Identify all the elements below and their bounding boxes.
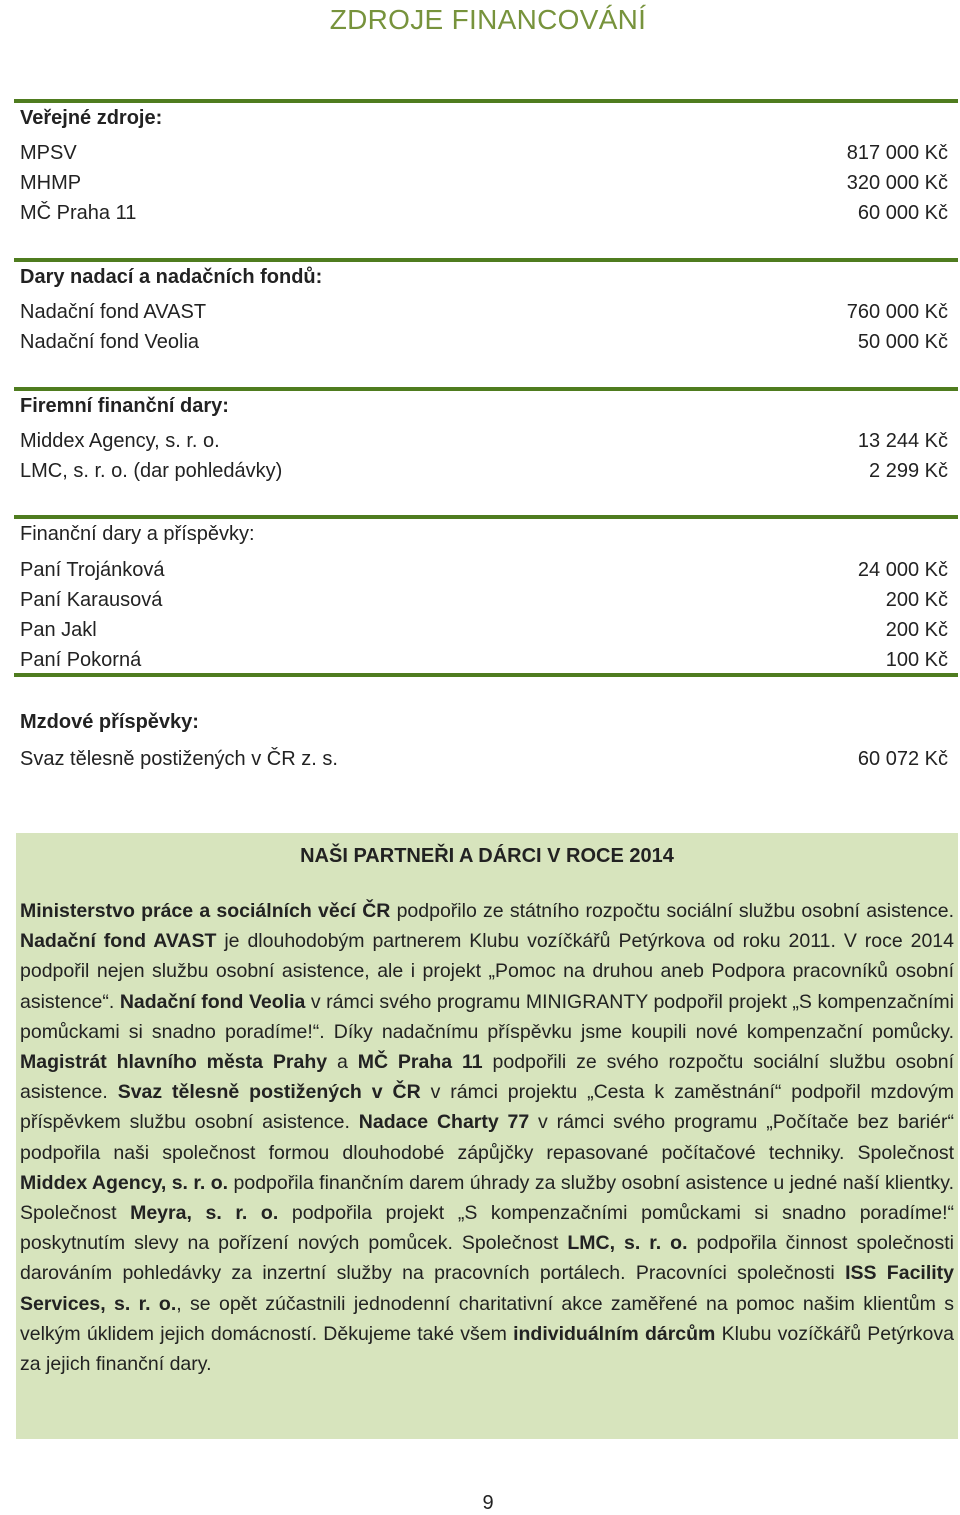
- partner-text: a: [327, 1051, 358, 1074]
- partner-name: individuálním dárcům: [513, 1322, 716, 1345]
- list-item: [20, 744, 948, 774]
- partner-name: Middex Agency, s. r. o.: [20, 1171, 229, 1194]
- partner-text: podpořila finančním darem úhrady za služby osobní asistence u jedné naší klientky. Společnost: [20, 1171, 954, 1225]
- partner-text: v rámci svého programu MINIGRANTY podpořil projekt „S kompenzačními pomůckami si snadno poradíme!“. Díky nadačnímu příspěvku jsme koupili nové kompenzační pomůcky.: [20, 990, 955, 1043]
- item-name: Paní Pokorná: [20, 649, 142, 671]
- partner-text: podpořili ze svého rozpočtu sociální službu osobní asistence.: [20, 1051, 954, 1104]
- partners-box: [16, 833, 958, 1439]
- list-item: [20, 297, 948, 327]
- section-public-sources: [14, 99, 958, 233]
- item-amount: 320 000 Kč: [846, 172, 948, 194]
- partners-title: NAŠI PARTNEŘI A DÁRCI V ROCE 2014: [300, 845, 674, 867]
- section-heading: Firemní finanční dary:: [20, 395, 229, 417]
- item-name: MPSV: [20, 142, 77, 164]
- page-title: ZDROJE FINANCOVÁNÍ: [329, 4, 647, 35]
- list-item: [20, 327, 948, 357]
- item-amount: 2 299 Kč: [869, 460, 948, 482]
- partner-text: podpořila činnost společnosti darováním pohledávky za inzertní služby na pracovních portálech. Pracovníci společnosti: [20, 1232, 955, 1285]
- section-corporate-donations: [14, 387, 958, 491]
- section-heading: Dary nadací a nadačních fondů:: [20, 266, 323, 288]
- partner-text: je dlouhodobým partnerem Klubu vozíčkářů Petýrkova od roku 2011. V roce 2014 podpořil nejen službu osobní asistence, ale i projekt „Pomoc na druhou aneb Podpora pracovníků osobní asistence“.: [20, 930, 954, 1013]
- item-amount: 760 000 Kč: [846, 301, 948, 323]
- item-amount: 60 072 Kč: [857, 748, 948, 770]
- partner-name: Nadace Charty 77: [358, 1111, 530, 1134]
- list-item: [20, 585, 948, 615]
- partner-text: , se opět zúčastnili jednodenní charitativní akce zaměřené na pomoc našim klientům s velkým úklidem jejich domácností. Děkujeme také všem: [20, 1292, 954, 1345]
- partner-name: Nadační fond Veolia: [119, 990, 306, 1013]
- list-item: [20, 426, 948, 456]
- item-name: Paní Trojánková: [20, 559, 165, 581]
- page-number: 9: [482, 1492, 494, 1514]
- item-amount: 817 000 Kč: [846, 142, 948, 164]
- item-name: LMC, s. r. o. (dar pohledávky): [20, 460, 283, 482]
- partner-text: v rámci projektu „Cesta k zaměstnání“ podpořil mzdovým příspěvkem službu osobní asistence.: [20, 1081, 954, 1134]
- item-name: MČ Praha 11: [20, 202, 137, 224]
- section-wage-contributions: [14, 673, 958, 777]
- section-heading: Veřejné zdroje:: [20, 107, 163, 129]
- list-item: [20, 198, 948, 228]
- item-amount: 200 Kč: [885, 619, 948, 641]
- partner-name: Nadační fond AVAST: [20, 930, 217, 953]
- list-item: [20, 645, 948, 675]
- item-amount: 13 244 Kč: [857, 430, 948, 452]
- item-amount: 200 Kč: [885, 589, 948, 611]
- partner-name: Magistrát hlavního města Prahy: [20, 1051, 328, 1074]
- item-name: Svaz tělesně postižených v ČR z. s.: [20, 748, 338, 770]
- partner-name: Svaz tělesně postižených v ČR: [117, 1081, 421, 1104]
- list-item: [20, 456, 948, 486]
- list-item: [20, 168, 948, 198]
- item-name: Middex Agency, s. r. o.: [20, 430, 220, 452]
- partners-paragraph: [20, 896, 954, 1379]
- section-individual-donations: [14, 515, 958, 679]
- partner-text: v rámci svého programu „Počítače bez bariér“ podpořila naši společnost formou dlouhodobé zápůjčky repasované počítačové techniky. Společnost: [20, 1111, 954, 1164]
- partner-text: Klubu vozíčkářů Petýrkova za jejich finanční dary.: [20, 1322, 954, 1376]
- section-foundations: [14, 258, 958, 362]
- partner-name: LMC, s. r. o.: [567, 1232, 688, 1255]
- item-name: Nadační fond AVAST: [20, 301, 207, 323]
- list-item: [20, 615, 948, 645]
- item-name: Paní Karausová: [20, 589, 163, 611]
- item-name: Nadační fond Veolia: [20, 331, 200, 353]
- section-heading: Mzdové příspěvky:: [20, 711, 199, 733]
- partner-name: Meyra, s. r. o.: [130, 1202, 279, 1225]
- partner-name: ISS Facility Services, s. r. o.: [20, 1262, 955, 1315]
- section-heading: Finanční dary a příspěvky:: [20, 523, 255, 545]
- list-item: [20, 138, 948, 168]
- partner-name: MČ Praha 11: [357, 1051, 483, 1074]
- list-item: [20, 555, 948, 585]
- partner-name: Ministerstvo práce a sociálních věcí ČR: [20, 900, 391, 922]
- item-amount: 24 000 Kč: [857, 559, 948, 581]
- partner-text: podpořila projekt „S kompenzačními pomůckami si snadno poradíme!“ poskytnutím slevy na pořízení nových pomůcek. Společnost: [20, 1202, 954, 1255]
- item-amount: 100 Kč: [885, 649, 948, 671]
- item-amount: 50 000 Kč: [857, 331, 948, 353]
- item-amount: 60 000 Kč: [857, 202, 948, 224]
- item-name: Pan Jakl: [20, 619, 97, 641]
- partner-text: podpořilo ze státního rozpočtu sociální službu osobní asistence.: [390, 900, 954, 922]
- item-name: MHMP: [20, 172, 82, 194]
